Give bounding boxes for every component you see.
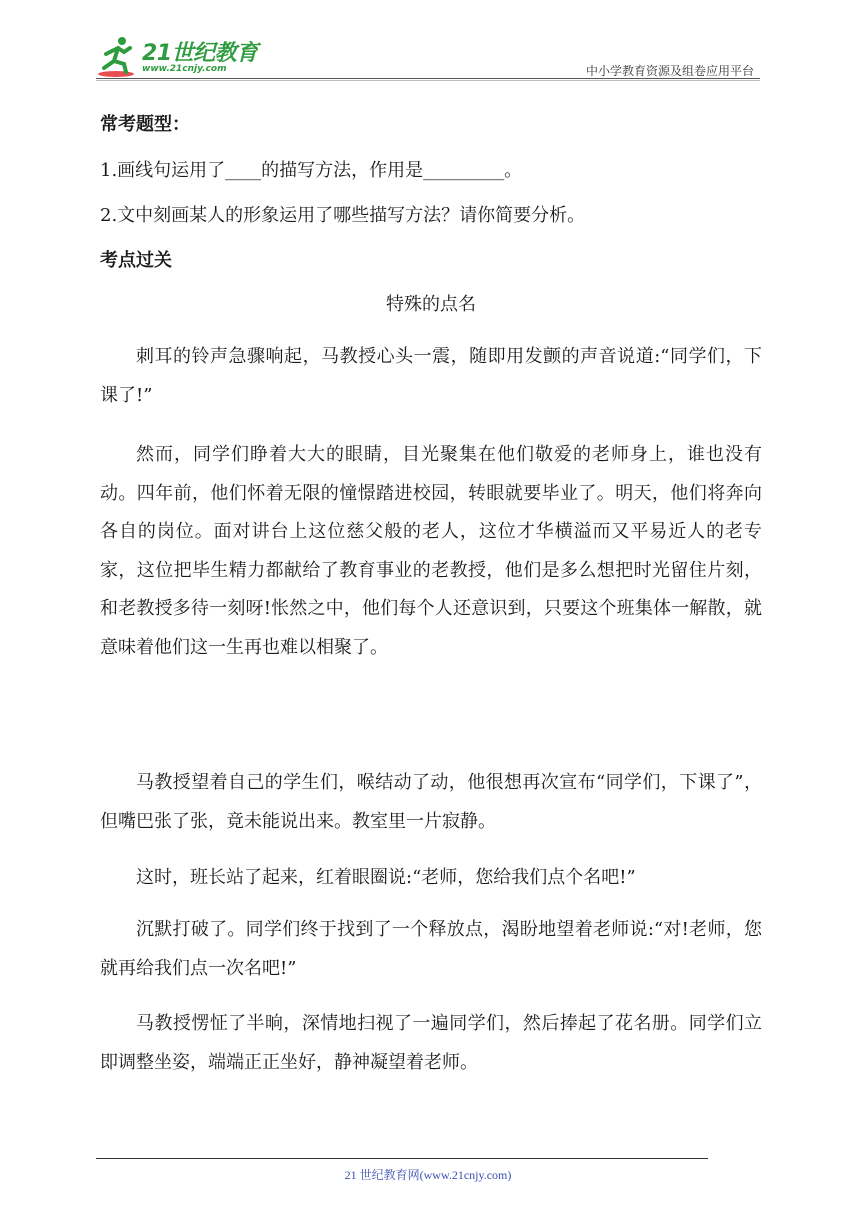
logo-url: www.21cnjy.com (142, 64, 227, 74)
site-logo (96, 34, 266, 78)
footer-text: 21 世纪教育网(www.21cnjy.com) (344, 1168, 512, 1182)
header-divider-secondary (96, 80, 760, 81)
header-tagline: 中小学教育资源及组卷应用平台 (585, 64, 754, 78)
article-paragraph: 刺耳的铃声急骤响起，马教授心头一震，随即用发颤的声音说道:“同学们，下课了!” (100, 346, 762, 406)
article-paragraph: 马教授望着自己的学生们，喉结动了动，他很想再次宣布“同学们，下课了”，但嘴巴张了张，竟未能说出来。教室里一片寂静。 (100, 772, 762, 832)
article-title: 特殊的点名 (386, 294, 476, 315)
runner-logo-icon (96, 34, 138, 78)
article-paragraph: 然而，同学们睁着大大的眼睛，目光聚集在他们敬爱的老师身上，谁也没有动。四年前，他们怀着无限的憧憬踏进校园，转眼就要毕业了。明天，他们将奔向各自的岗位。面对讲台上这位慈父般的老人，这位才华横溢而又平易近人的老专家，这位把毕生精力都献给了教育事业的老教授，他们是多么想把时光留住片刻，和老教授多待一刻呀!怅然之中，他们每个人还意识到，只要这个班集体一解散，就意味着他们这一生再也难以相聚了。 (100, 444, 762, 658)
page-header (96, 28, 760, 78)
article-paragraph: 马教授愣怔了半晌，深情地扫视了一遍同学们，然后捧起了花名册。同学们立即调整坐姿，端端正正坐好，静神凝望着老师。 (100, 1013, 762, 1073)
header-divider (96, 78, 760, 79)
question-1: 1.画线句运用了____的描写方法，作用是_________。 (100, 160, 523, 181)
article-paragraph: 沉默打破了。同学们终于找到了一个释放点，渴盼地望着老师说:“对!老师，您就再给我们点一次名吧!” (100, 919, 762, 979)
section-heading-practice: 考点过关 (100, 250, 172, 271)
question-2: 2.文中刻画某人的形象运用了哪些描写方法？请你简要分析。 (100, 205, 586, 226)
footer-divider (96, 1158, 708, 1159)
logo-text: 21世纪教育 (142, 41, 258, 66)
article-paragraph: 这时，班长站了起来，红着眼圈说:“老师，您给我们点个名吧!” (136, 867, 636, 888)
section-heading-question-types: 常考题型： (100, 114, 190, 135)
